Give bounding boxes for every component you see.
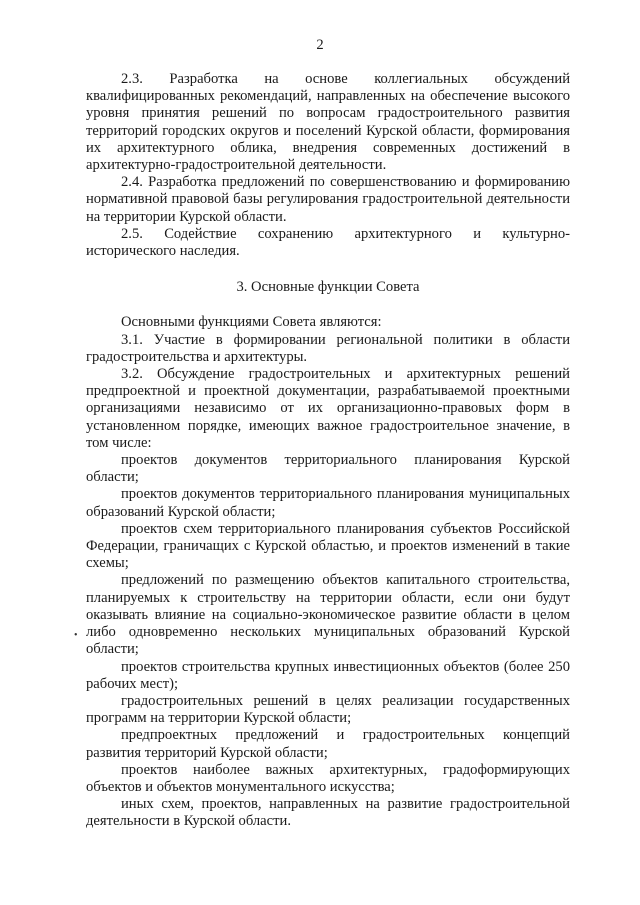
page-number: 2: [316, 37, 324, 53]
list-item: предложений по размещению объектов капитального строительства, планируемых к строительству на территории области, если они будут оказывать влияние на социально-экономическое развитие области в целом либо одновременно нескольких муниципальных образований Курской области;: [86, 572, 570, 658]
paragraph-3-1: 3.1. Участие в формировании региональной политики в области градостроительства и архитектуры.: [86, 331, 570, 365]
paragraph-2-5: 2.5. Содействие сохранению архитектурного и культурно-исторического наследия.: [86, 225, 570, 260]
section-title: 3. Основные функции Совета: [236, 279, 420, 296]
paragraph-2-3: 2.3. Разработка на основе коллегиальных обсуждений квалифицированных рекомендаций, направленных на обеспечение высокого уровня принятия решений по вопросам градостроительного развития территорий городских округов и поселений Курской области, формирования их архитектурного облика, внедрения современных достижений в архитектурно-градостроительной деятельности.: [86, 71, 570, 174]
list-item: иных схем, проектов, направленных на развитие градостроительной деятельности в Курской области.: [86, 796, 570, 830]
list-item: проектов наиболее важных архитектурных, градоформирующих объектов и объектов монументального искусства;: [86, 761, 570, 795]
paragraph-2-4: 2.4. Разработка предложений по совершенствованию и формированию нормативной правовой базы регулирования градостроительной деятельности на территории Курской области.: [86, 174, 570, 225]
scan-mark: •: [74, 630, 78, 641]
document-body: [86, 71, 570, 831]
list-item: проектов строительства крупных инвестиционных объектов (более 250 рабочих мест);: [86, 658, 570, 692]
functions-intro: Основными функциями Совета являются:: [121, 314, 382, 331]
paragraph-3-2: 3.2. Обсуждение градостроительных и архитектурных решений предпроектной и проектной документации, разрабатываемой проектными организациями независимо от их организационно-правовых форм в установленном порядке, имеющих важное градостроительное значение, в том числе:: [86, 366, 570, 451]
list-item: градостроительных решений в целях реализации государственных программ на территории Курской области;: [86, 692, 570, 727]
list-item: проектов схем территориального планирования субъектов Российской Федерации, граничащих с Курской областью, и проектов изменений в такие схемы;: [86, 520, 570, 572]
list-item: предпроектных предложений и градостроительных концепций развития территорий Курской области;: [86, 727, 570, 761]
list-item: проектов документов территориального планирования Курской области;: [86, 452, 570, 486]
list-item: проектов документов территориального планирования муниципальных образований Курской области;: [86, 486, 570, 520]
